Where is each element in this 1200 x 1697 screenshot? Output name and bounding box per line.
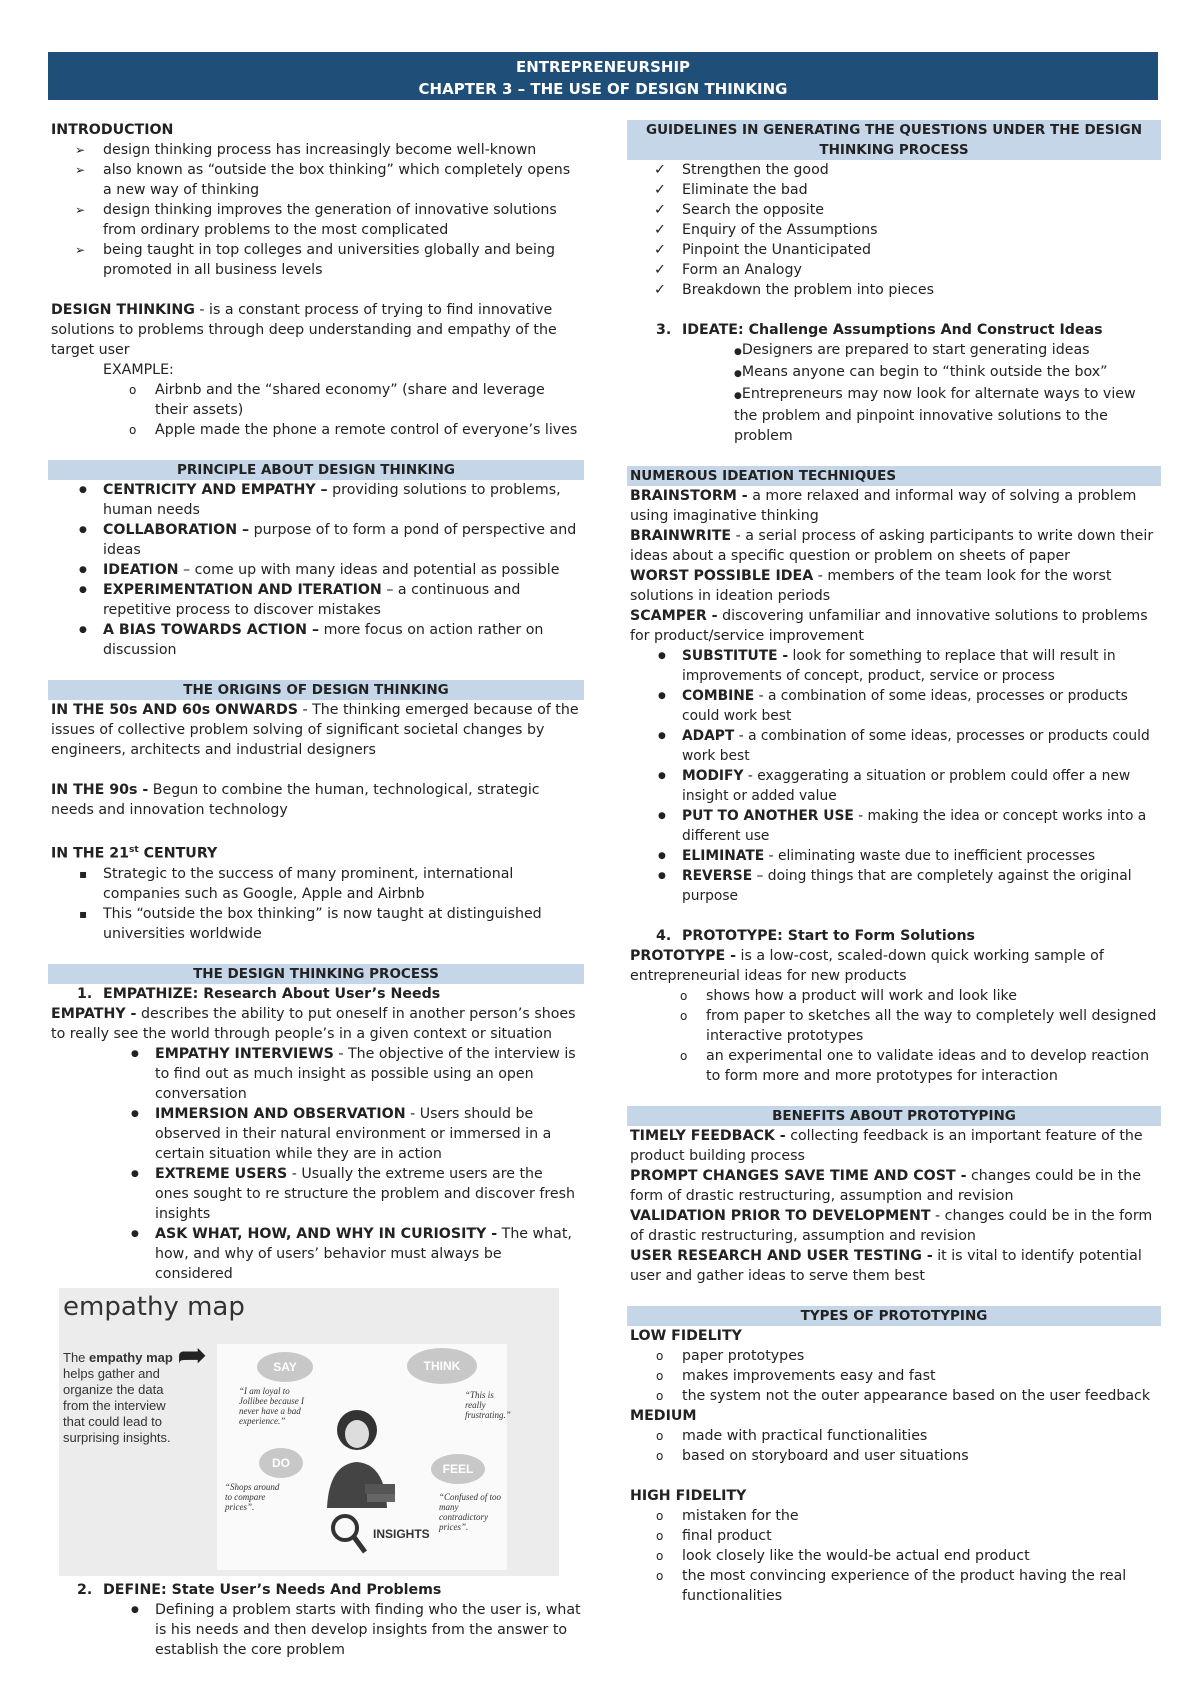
item-term: SCAMPER - bbox=[630, 608, 718, 624]
item-text: - Users should be observed in their natural environment or immersed in a certain situation while they are in action bbox=[155, 1105, 552, 1162]
list-item: ● Designers are prepared to start generating ideas bbox=[734, 340, 1158, 362]
item-term: IMMERSION AND OBSERVATION bbox=[155, 1105, 406, 1122]
item-term: EMPATHY INTERVIEWS bbox=[155, 1045, 334, 1062]
technique-entry bbox=[630, 606, 1158, 646]
definition-paragraph bbox=[51, 300, 581, 360]
step-title: EMPATHIZE: Research About User’s Needs bbox=[103, 985, 441, 1002]
item-term: TIMELY FEEDBACK - bbox=[630, 1128, 786, 1144]
caption-bold: empathy map bbox=[89, 1349, 173, 1365]
right-column bbox=[630, 120, 1158, 1606]
item-term: BRAINWRITE bbox=[630, 528, 732, 544]
benefit-entry bbox=[630, 1206, 1158, 1246]
intro-heading: INTRODUCTION bbox=[51, 122, 174, 138]
list-item: o paper prototypes bbox=[682, 1346, 1158, 1366]
origins-21st bbox=[51, 840, 581, 864]
list-item: ✓ Pinpoint the Unanticipated bbox=[682, 240, 1158, 260]
item-term: IN THE 21 bbox=[51, 845, 130, 862]
list-item: ▪ This “outside the box thinking” is now taught at distinguished universities worldwide bbox=[103, 904, 581, 944]
list-item bbox=[103, 560, 581, 580]
list-item bbox=[682, 646, 1158, 686]
list-item: ✓ Eliminate the bad bbox=[682, 180, 1158, 200]
item-text: – a continuous and repetitive process to discover mistakes bbox=[103, 582, 521, 618]
principles-list bbox=[51, 480, 581, 660]
item-term: PUT TO ANOTHER USE bbox=[682, 808, 854, 824]
definition-text: - is a constant process of trying to find innovative solutions to problems through deep understanding and empathy of the target user bbox=[51, 302, 557, 358]
item-text: - Usually the extreme users are the ones sought to re structure the problem and discover fresh insights bbox=[155, 1165, 575, 1222]
chapter-title: CHAPTER 3 – THE USE OF DESIGN THINKING bbox=[418, 80, 788, 98]
say-quote: “I am loyal to Jollibee because I never have a bad experience.” bbox=[239, 1385, 304, 1426]
origins-heading: THE ORIGINS OF DESIGN THINKING bbox=[48, 680, 584, 700]
item-term: IDEATION bbox=[103, 562, 179, 578]
item-term-end: CENTURY bbox=[138, 845, 218, 862]
prototype-definition bbox=[630, 946, 1158, 986]
say-bubble: SAY bbox=[257, 1352, 313, 1382]
empathy-map-panel bbox=[217, 1344, 511, 1570]
list-item bbox=[682, 686, 1158, 726]
list-item bbox=[682, 866, 1158, 906]
list-item bbox=[103, 620, 581, 660]
list-item: o the system not the outer appearance based on the user feedback bbox=[682, 1386, 1158, 1406]
feel-bubble: FEEL bbox=[431, 1454, 485, 1484]
benefits-heading: BENEFITS ABOUT PROTOTYPING bbox=[627, 1106, 1161, 1126]
high-fidelity-list bbox=[630, 1506, 1158, 1606]
item-text: - making the idea or concept works into a different use bbox=[682, 808, 1147, 844]
list-item bbox=[682, 806, 1158, 846]
list-item: o Airbnb and the “shared economy” (share and leverage their assets) bbox=[155, 380, 581, 420]
list-item bbox=[155, 1224, 581, 1284]
origins-50s bbox=[51, 700, 581, 760]
list-item: o made with practical functionalities bbox=[682, 1426, 1158, 1446]
item-text: - eliminating waste due to inefficient processes bbox=[764, 848, 1096, 864]
item-text: – doing things that are completely against the original purpose bbox=[682, 868, 1132, 904]
left-column bbox=[51, 120, 581, 1660]
step-prototype bbox=[630, 926, 1158, 946]
item-text: look for something to replace that will result in improvements of concept, product, service or process bbox=[682, 648, 1116, 684]
define-list bbox=[51, 1600, 581, 1660]
course-title: ENTREPRENEURSHIP bbox=[515, 58, 691, 76]
item-text: - a serial process of asking participants to write down their ideas about a specific question or problem on sheets of paper bbox=[630, 528, 1154, 564]
list-item: ➢ being taught in top colleges and universities globally and being promoted in all business levels bbox=[103, 240, 581, 280]
medium-fidelity-list bbox=[630, 1426, 1158, 1466]
list-item bbox=[103, 520, 581, 560]
low-fidelity-list bbox=[630, 1346, 1158, 1406]
item-term: EMPATHY - bbox=[51, 1005, 137, 1022]
step-define bbox=[51, 1580, 581, 1600]
think-bubble: THINK bbox=[407, 1348, 477, 1384]
benefit-entry bbox=[630, 1126, 1158, 1166]
origins-90s bbox=[51, 780, 581, 820]
step-number: 1. bbox=[77, 985, 93, 1002]
guidelines-heading: GUIDELINES IN GENERATING THE QUESTIONS UNDER THE DESIGN THINKING PROCESS bbox=[627, 120, 1161, 160]
insights-label: INSIGHTS bbox=[373, 1526, 430, 1541]
superscript: st bbox=[129, 845, 139, 855]
high-fidelity-heading: HIGH FIDELITY bbox=[630, 1488, 747, 1504]
list-item: o look closely like the would-be actual end product bbox=[682, 1546, 1158, 1566]
item-text: - a combination of some ideas, processes or products could work best bbox=[682, 688, 1128, 724]
item-term: ADAPT bbox=[682, 728, 735, 744]
list-item bbox=[155, 1104, 581, 1164]
ideate-list bbox=[630, 340, 1158, 446]
item-text: - The objective of the interview is to find out as much insight as possible using an open conversation bbox=[155, 1045, 576, 1102]
do-quote: “Shops around to compare prices”. bbox=[225, 1481, 280, 1512]
list-item: ● Defining a problem starts with finding who the user is, what is his needs and then develop insights from the answer to establish the core problem bbox=[155, 1600, 581, 1660]
item-term: COLLABORATION – bbox=[103, 522, 250, 538]
item-text: it is vital to identify potential user and gather ideas to serve them best bbox=[630, 1248, 1142, 1284]
types-heading: TYPES OF PROTOTYPING bbox=[627, 1306, 1161, 1326]
step-ideate bbox=[630, 320, 1158, 340]
item-term: EXTREME USERS bbox=[155, 1165, 288, 1182]
list-item: o final product bbox=[682, 1526, 1158, 1546]
list-item: ✓ Enquiry of the Assumptions bbox=[682, 220, 1158, 240]
item-text: - exaggerating a situation or problem could offer a new insight or added value bbox=[682, 768, 1131, 804]
principles-heading: PRINCIPLE ABOUT DESIGN THINKING bbox=[48, 460, 584, 480]
definition-term: DESIGN THINKING bbox=[51, 302, 195, 318]
item-text: purpose of to form a pond of perspective and ideas bbox=[103, 522, 577, 558]
list-item bbox=[682, 846, 1158, 866]
item-term: REVERSE bbox=[682, 868, 753, 884]
item-text: describes the ability to put oneself in another person’s shoes to really see the world through people’s in a given context or situation bbox=[51, 1005, 576, 1042]
item-text: - The thinking emerged because of the issues of collective problem solving of significant societal changes by engineers, architects and industrial designers bbox=[51, 702, 579, 758]
empathy-map-figure bbox=[59, 1288, 559, 1576]
prototype-list bbox=[630, 986, 1158, 1086]
magnifier-icon bbox=[329, 1512, 369, 1556]
list-item: ➢ design thinking improves the generation of innovative solutions from ordinary problems to the most complicated bbox=[103, 200, 581, 240]
item-text: changes could be in the form of drastic restructuring, assumption and revision bbox=[630, 1168, 1141, 1204]
item-text: – come up with many ideas and potential as possible bbox=[178, 562, 560, 578]
item-term: COMBINE bbox=[682, 688, 755, 704]
item-term: A BIAS TOWARDS ACTION – bbox=[103, 622, 320, 638]
item-text: - members of the team look for the worst solutions in ideation periods bbox=[630, 568, 1112, 604]
list-item: o Apple made the phone a remote control of everyone’s lives bbox=[155, 420, 581, 440]
medium-fidelity-heading: MEDIUM bbox=[630, 1408, 697, 1424]
item-term: USER RESEARCH AND USER TESTING - bbox=[630, 1248, 933, 1264]
item-text: Begun to combine the human, technological, strategic needs and innovation technology bbox=[51, 782, 540, 818]
title-banner bbox=[48, 52, 1158, 100]
step-title: PROTOTYPE: Start to Form Solutions bbox=[682, 928, 975, 944]
list-item: o from paper to sketches all the way to completely well designed interactive prototypes bbox=[706, 1006, 1158, 1046]
low-fidelity-heading: LOW FIDELITY bbox=[630, 1328, 742, 1344]
item-text: providing solutions to problems, human needs bbox=[103, 482, 561, 518]
techniques-heading: NUMEROUS IDEATION TECHNIQUES bbox=[627, 466, 1161, 486]
list-item: o shows how a product will work and look like bbox=[706, 986, 1158, 1006]
step-number: 2. bbox=[77, 1581, 93, 1598]
list-item: ✓ Breakdown the problem into pieces bbox=[682, 280, 1158, 300]
item-term: MODIFY bbox=[682, 768, 744, 784]
benefit-entry bbox=[630, 1246, 1158, 1286]
item-term: PROTOTYPE - bbox=[630, 948, 736, 964]
list-item: o mistaken for the bbox=[682, 1506, 1158, 1526]
item-text: is a low-cost, scaled-down quick working sample of entrepreneurial ideas for new products bbox=[630, 948, 1104, 984]
list-item bbox=[155, 1164, 581, 1224]
person-icon bbox=[317, 1400, 397, 1510]
technique-entry bbox=[630, 526, 1158, 566]
list-item bbox=[155, 1044, 581, 1104]
item-term: EXPERIMENTATION AND ITERATION bbox=[103, 582, 382, 598]
item-term: IN THE 50s AND 60s ONWARDS bbox=[51, 702, 298, 718]
list-item: o the most convincing experience of the product having the real functionalities bbox=[682, 1566, 1158, 1606]
item-text: - a combination of some ideas, processes or products could work best bbox=[682, 728, 1150, 764]
item-term: ELIMINATE bbox=[682, 848, 765, 864]
list-item: ➢ design thinking process has increasingly become well-known bbox=[103, 140, 581, 160]
list-item: o an experimental one to validate ideas and to develop reaction to form more and more prototypes for interaction bbox=[706, 1046, 1158, 1086]
guidelines-list bbox=[630, 160, 1158, 300]
list-item: ✓ Strengthen the good bbox=[682, 160, 1158, 180]
technique-entry bbox=[630, 486, 1158, 526]
list-item: ● Entrepreneurs may now look for alternate ways to view the problem and pinpoint innovative solutions to the problem bbox=[734, 384, 1158, 446]
list-item bbox=[682, 726, 1158, 766]
step-number: 3. bbox=[656, 322, 672, 338]
list-item: ➢ also known as “outside the box thinking” which completely opens a new way of thinking bbox=[103, 160, 581, 200]
do-bubble: DO bbox=[259, 1448, 303, 1478]
caption-part: helps gather and organize the data from the interview that could lead to surprising insights. bbox=[63, 1365, 171, 1445]
item-term: VALIDATION PRIOR TO DEVELOPMENT bbox=[630, 1208, 931, 1224]
step-empathize bbox=[51, 984, 581, 1004]
list-item bbox=[103, 480, 581, 520]
item-term: CENTRICITY AND EMPATHY – bbox=[103, 482, 328, 498]
intro-list bbox=[51, 140, 581, 280]
item-term: SUBSTITUTE - bbox=[682, 648, 789, 664]
item-term: BRAINSTORM - bbox=[630, 488, 748, 504]
caption-part: The bbox=[63, 1349, 90, 1365]
item-text: - changes could be in the form of drastic restructuring, assumption and revision bbox=[630, 1208, 1153, 1244]
empathy-list bbox=[51, 1044, 581, 1284]
item-text: collecting feedback is an important feature of the product building process bbox=[630, 1128, 1143, 1164]
empathy-map-title: empathy map bbox=[63, 1291, 245, 1322]
technique-entry bbox=[630, 566, 1158, 606]
think-quote: “This is really frustrating.” bbox=[465, 1389, 511, 1420]
scamper-list bbox=[630, 646, 1158, 906]
step-title: DEFINE: State User’s Needs And Problems bbox=[103, 1581, 442, 1598]
origins-list bbox=[51, 864, 581, 944]
step-number: 4. bbox=[656, 928, 672, 944]
list-item: o makes improvements easy and fast bbox=[682, 1366, 1158, 1386]
list-item bbox=[682, 766, 1158, 806]
list-item: ▪ Strategic to the success of many prominent, international companies such as Google, Apple and Airbnb bbox=[103, 864, 581, 904]
item-term: PROMPT CHANGES SAVE TIME AND COST - bbox=[630, 1168, 967, 1184]
item-text: a more relaxed and informal way of solving a problem using imaginative thinking bbox=[630, 488, 1137, 524]
item-term: IN THE 90s - bbox=[51, 782, 149, 798]
item-text: discovering unfamiliar and innovative solutions to problems for product/service improvement bbox=[630, 608, 1148, 644]
empathy-map-caption bbox=[63, 1350, 173, 1446]
benefit-entry bbox=[630, 1166, 1158, 1206]
example-list bbox=[51, 380, 581, 440]
example-label: EXAMPLE: bbox=[103, 362, 174, 378]
item-term: WORST POSSIBLE IDEA bbox=[630, 568, 814, 584]
list-item: ● Means anyone can begin to “think outside the box” bbox=[734, 362, 1158, 384]
feel-quote: “Confused of too many contradictory prices”. bbox=[439, 1491, 502, 1532]
list-item bbox=[103, 580, 581, 620]
list-item: ✓ Search the opposite bbox=[682, 200, 1158, 220]
process-heading: THE DESIGN THINKING PROCESS bbox=[48, 964, 584, 984]
list-item: o based on storyboard and user situations bbox=[682, 1446, 1158, 1466]
empathy-definition bbox=[51, 1004, 581, 1044]
list-item: ✓ Form an Analogy bbox=[682, 260, 1158, 280]
step-title: IDEATE: Challenge Assumptions And Construct Ideas bbox=[682, 322, 1103, 338]
curved-arrow-icon: ➦ bbox=[177, 1334, 208, 1376]
item-text: more focus on action rather on discussion bbox=[103, 622, 544, 658]
item-term: ASK WHAT, HOW, AND WHY IN CURIOSITY - bbox=[155, 1225, 498, 1242]
item-text: The what, how, and why of users’ behavior must always be considered bbox=[155, 1225, 572, 1282]
